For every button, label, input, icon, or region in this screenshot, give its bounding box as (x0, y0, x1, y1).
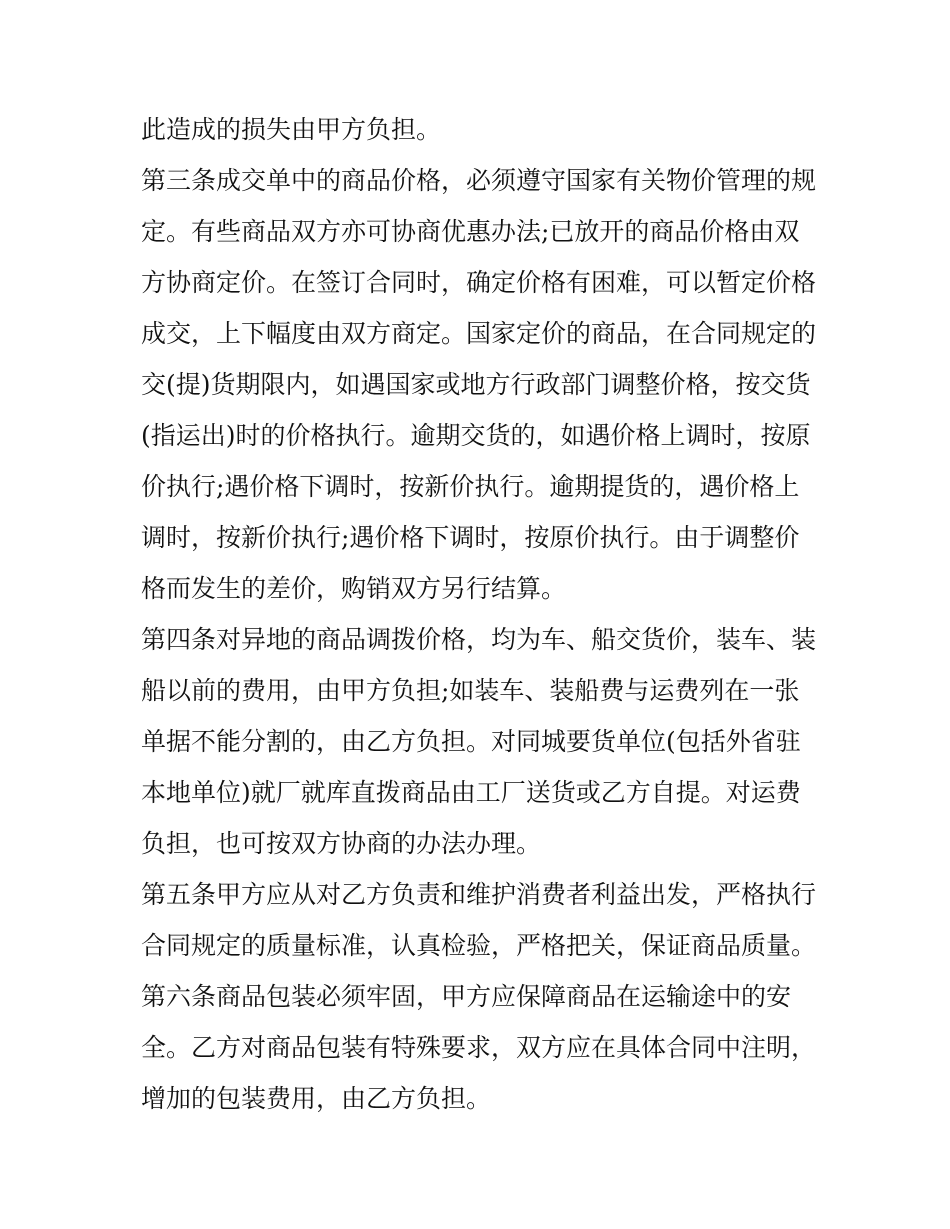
text-line: 增加的包装费用，由乙方负担。 (141, 1084, 492, 1113)
text-line: 全。乙方对商品包装有特殊要求，双方应在具体合同中注明， (141, 1033, 817, 1062)
text-line: (指运出)时的价格执行。逾期交货的，如遇价格上调时，按原 (141, 421, 811, 450)
text-line: 第四条对异地的商品调拨价格，均为车、船交货价，装车、装 (141, 625, 817, 654)
text-line: 第三条成交单中的商品价格，必须遵守国家有关物价管理的规 (141, 166, 817, 195)
text-line: 格而发生的差价，购销双方另行结算。 (141, 574, 567, 603)
text-line: 此造成的损失由甲方负担。 (141, 115, 442, 144)
text-line: 调时，按新价执行;遇价格下调时，按原价执行。由于调整价 (141, 523, 800, 552)
text-line: 成交，上下幅度由双方商定。国家定价的商品，在合同规定的 (141, 319, 817, 348)
document-body (141, 104, 817, 1124)
text-line: 方协商定价。在签订合同时，确定价格有困难，可以暂定价格 (141, 268, 817, 297)
text-line: 本地单位)就厂就库直拨商品由工厂送货或乙方自提。对运费 (141, 778, 801, 807)
text-line: 价执行;遇价格下调时，按新价执行。逾期提货的，遇价格上 (141, 472, 800, 501)
text-line: 负担，也可按双方协商的办法办理。 (141, 829, 542, 858)
text-line: 交(提)货期限内，如遇国家或地方行政部门调整价格，按交货 (141, 370, 811, 399)
text-line: 第五条甲方应从对乙方负责和维护消费者利益出发，严格执行 (141, 880, 817, 909)
text-line: 单据不能分割的，由乙方负担。对同城要货单位(包括外省驻 (141, 727, 801, 756)
text-line: 第六条商品包装必须牢固，甲方应保障商品在运输途中的安 (141, 982, 792, 1011)
text-line: 船以前的费用，由甲方负担;如装车、装船费与运费列在一张 (141, 676, 800, 705)
text-line: 定。有些商品双方亦可协商优惠办法;已放开的商品价格由双 (141, 217, 800, 246)
text-line: 合同规定的质量标准，认真检验，严格把关，保证商品质量。 (141, 931, 817, 960)
